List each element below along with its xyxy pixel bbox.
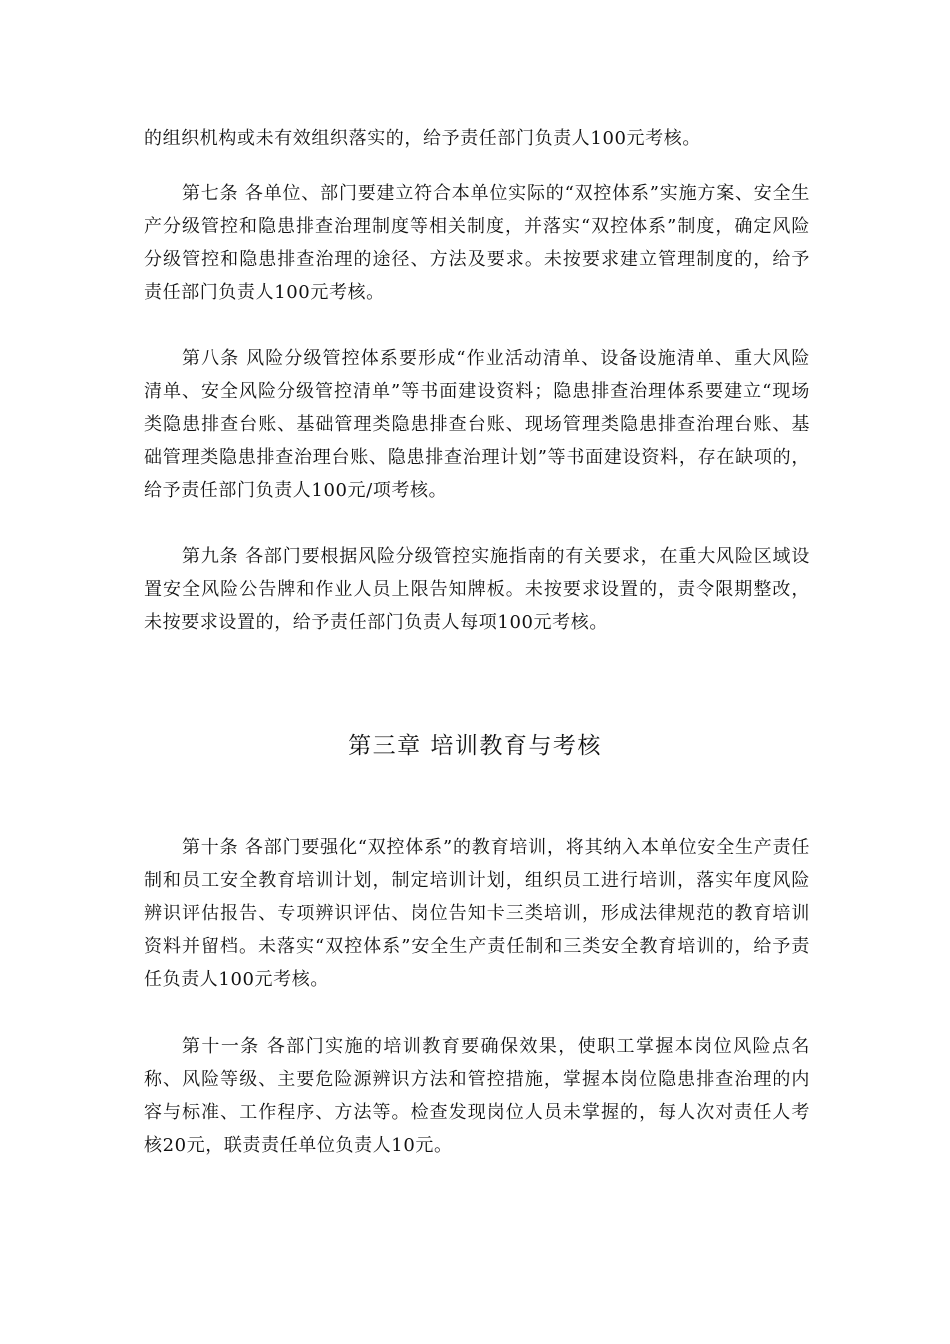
article-6-continuation: 的组织机构或未有效组织落实的，给予责任部门负责人100元考核。	[144, 128, 701, 149]
article-11: 第十一条 各部门实施的培训教育要确保效果，使职工掌握本岗位风险点名称、风险等级、主要危险源辨识方法和管控措施，掌握本岗位隐患排查治理的内容与标准、工作程序、方法等。检查发现岗位人员未掌握的，每人次对责任人考核20元，联责责任单位负责人10元。	[144, 1036, 810, 1156]
article-9: 第九条 各部门要根据风险分级管控实施指南的有关要求，在重大风险区域设置安全风险公告牌和作业人员上限告知牌板。未按要求设置的，责令限期整改，未按要求设置的，给予责任部门负责人每项100元考核。	[144, 546, 810, 633]
article-10: 第十条 各部门要强化“双控体系”的教育培训，将其纳入本单位安全生产责任制和员工安全教育培训计划，制定培训计划，组织员工进行培训，落实年度风险辨识评估报告、专项辨识评估、岗位告知卡三类培训，形成法律规范的教育培训资料并留档。未落实“双控体系”安全生产责任制和三类安全教育培训的，给予责任负责人100元考核。	[144, 837, 810, 990]
chapter-title: 第三章 培训教育与考核	[348, 733, 602, 759]
article-7: 第七条 各单位、部门要建立符合本单位实际的“双控体系”实施方案、安全生产分级管控和隐患排查治理制度等相关制度，并落实“双控体系”制度，确定风险分级管控和隐患排查治理的途径、方法及要求。未按要求建立管理制度的，给予责任部门负责人100元考核。	[144, 183, 810, 303]
article-8: 第八条 风险分级管控体系要形成“作业活动清单、设备设施清单、重大风险清单、安全风险分级管控清单”等书面建设资料；隐患排查治理体系要建立“现场类隐患排查台账、基础管理类隐患排查台账、现场管理类隐患排查治理台账、基础管理类隐患排查治理台账、隐患排查治理计划”等书面建设资料，存在缺项的，给予责任部门负责人100元/项考核。	[144, 348, 810, 501]
